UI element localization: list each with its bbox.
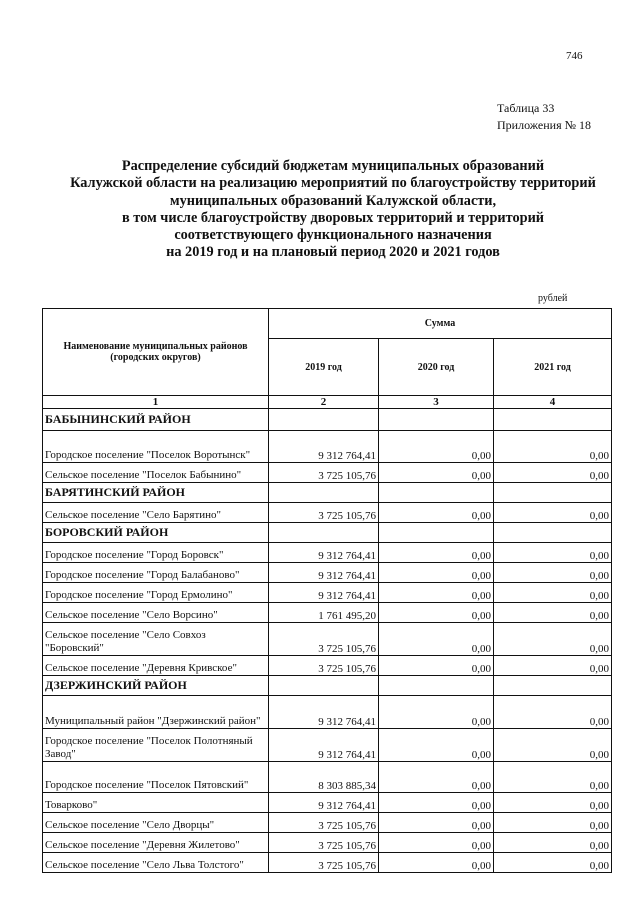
subsidy-table <box>42 308 612 873</box>
table-row <box>43 463 612 483</box>
municipality-name: Сельское поселение "Село Ворсино" <box>43 603 269 623</box>
empty-cell <box>379 676 494 696</box>
municipality-name: Городское поселение "Поселок Воротынск" <box>43 431 269 463</box>
amount-2021: 0,00 <box>494 543 612 563</box>
amount-2019: 3 725 105,76 <box>269 656 379 676</box>
region-name: ДЗЕРЖИНСКИЙ РАЙОН <box>43 676 269 696</box>
amount-2020: 0,00 <box>379 543 494 563</box>
amount-2020: 0,00 <box>379 696 494 729</box>
column-header-2019: 2019 год <box>269 339 379 396</box>
amount-2021: 0,00 <box>494 431 612 463</box>
appendix-label: Приложения № 18 <box>497 118 592 132</box>
amount-2019: 3 725 105,76 <box>269 813 379 833</box>
title-line: муниципальных образований Калужской области, <box>169 192 497 209</box>
region-row <box>43 676 612 696</box>
municipality-name: Муниципальный район "Дзержинский район" <box>43 696 269 729</box>
amount-2020: 0,00 <box>379 603 494 623</box>
region-row <box>43 523 612 543</box>
empty-cell <box>269 409 379 431</box>
amount-2021: 0,00 <box>494 696 612 729</box>
title-line: на 2019 год и на плановый период 2020 и 2021 годов <box>166 244 500 261</box>
column-header-name: Наименование муниципальных районов (городских округов) <box>43 309 269 396</box>
amount-2020: 0,00 <box>379 563 494 583</box>
column-number: 2 <box>269 396 379 409</box>
amount-2019: 1 761 495,20 <box>269 603 379 623</box>
table-row <box>43 503 612 523</box>
amount-2021: 0,00 <box>494 603 612 623</box>
empty-cell <box>379 483 494 503</box>
amount-2021: 0,00 <box>494 503 612 523</box>
empty-cell <box>379 523 494 543</box>
empty-cell <box>269 483 379 503</box>
title-line: соответствующего функционального назначения <box>174 227 492 244</box>
table-row <box>43 833 612 853</box>
table-row <box>43 696 612 729</box>
municipality-name: Сельское поселение "Село Дворцы" <box>43 813 269 833</box>
municipality-name: Сельское поселение "Село Совхоз "Боровский" <box>43 623 269 656</box>
municipality-name: Сельское поселение "Деревня Жилетово" <box>43 833 269 853</box>
amount-2020: 0,00 <box>379 623 494 656</box>
amount-2020: 0,00 <box>379 656 494 676</box>
amount-2021: 0,00 <box>494 762 612 793</box>
amount-2021: 0,00 <box>494 656 612 676</box>
amount-2019: 8 303 885,34 <box>269 762 379 793</box>
table-label: Таблица 33 <box>497 101 555 115</box>
amount-2021: 0,00 <box>494 793 612 813</box>
municipality-name: Городское поселение "Город Боровск" <box>43 543 269 563</box>
column-number: 3 <box>379 396 494 409</box>
amount-2021: 0,00 <box>494 463 612 483</box>
amount-2019: 3 725 105,76 <box>269 853 379 873</box>
title-line: Калужской области на реализацию мероприятий по благоустройству территорий <box>70 175 596 192</box>
table-row <box>43 603 612 623</box>
table-row <box>43 813 612 833</box>
table-row <box>43 656 612 676</box>
amount-2021: 0,00 <box>494 583 612 603</box>
region-name: БАРЯТИНСКИЙ РАЙОН <box>43 483 269 503</box>
region-name: БАБЫНИНСКИЙ РАЙОН <box>43 409 269 431</box>
units-label: рублей <box>538 293 568 304</box>
column-number: 1 <box>43 396 269 409</box>
table-row <box>43 762 612 793</box>
amount-2020: 0,00 <box>379 583 494 603</box>
column-numbers-row <box>43 396 612 409</box>
amount-2021: 0,00 <box>494 563 612 583</box>
table-row <box>43 563 612 583</box>
amount-2019: 9 312 764,41 <box>269 696 379 729</box>
region-row <box>43 483 612 503</box>
amount-2019: 3 725 105,76 <box>269 463 379 483</box>
page-number: 746 <box>566 50 583 62</box>
table-row <box>43 853 612 873</box>
region-name: БОРОВСКИЙ РАЙОН <box>43 523 269 543</box>
empty-cell <box>379 409 494 431</box>
empty-cell <box>269 676 379 696</box>
empty-cell <box>494 523 612 543</box>
amount-2019: 3 725 105,76 <box>269 833 379 853</box>
amount-2021: 0,00 <box>494 813 612 833</box>
empty-cell <box>494 409 612 431</box>
title-line: Распределение субсидий бюджетам муниципальных образований <box>121 158 545 174</box>
column-number: 4 <box>494 396 612 409</box>
title-line: в том числе благоустройству дворовых территорий и территорий <box>121 209 545 226</box>
municipality-name: Сельское поселение "Поселок Бабынино" <box>43 463 269 483</box>
amount-2020: 0,00 <box>379 729 494 762</box>
municipality-name: Городское поселение "Город Ермолино" <box>43 583 269 603</box>
municipality-name: Товарково" <box>43 793 269 813</box>
table-row <box>43 793 612 813</box>
amount-2019: 9 312 764,41 <box>269 543 379 563</box>
region-row <box>43 409 612 431</box>
table-row <box>43 431 612 463</box>
municipality-name: Городское поселение "Поселок Полотняный Завод" <box>43 729 269 762</box>
municipality-name: Сельское поселение "Деревня Кривское" <box>43 656 269 676</box>
amount-2020: 0,00 <box>379 463 494 483</box>
amount-2020: 0,00 <box>379 813 494 833</box>
municipality-name: Городское поселение "Город Балабаново" <box>43 563 269 583</box>
amount-2019: 3 725 105,76 <box>269 623 379 656</box>
column-header-sum: Сумма <box>269 309 612 339</box>
amount-2021: 0,00 <box>494 853 612 873</box>
amount-2020: 0,00 <box>379 793 494 813</box>
municipality-name: Городское поселение "Поселок Пятовский" <box>43 762 269 793</box>
amount-2019: 9 312 764,41 <box>269 583 379 603</box>
empty-cell <box>494 483 612 503</box>
table-row <box>43 543 612 563</box>
amount-2020: 0,00 <box>379 833 494 853</box>
column-header-2021: 2021 год <box>494 339 612 396</box>
amount-2019: 9 312 764,41 <box>269 563 379 583</box>
amount-2021: 0,00 <box>494 729 612 762</box>
table-body <box>43 409 612 873</box>
amount-2019: 9 312 764,41 <box>269 729 379 762</box>
document-title <box>40 158 626 262</box>
amount-2019: 9 312 764,41 <box>269 793 379 813</box>
table-row <box>43 729 612 762</box>
empty-cell <box>269 523 379 543</box>
amount-2021: 0,00 <box>494 833 612 853</box>
amount-2021: 0,00 <box>494 623 612 656</box>
column-header-2020: 2020 год <box>379 339 494 396</box>
table-row <box>43 583 612 603</box>
municipality-name: Сельское поселение "Село Барятино" <box>43 503 269 523</box>
municipality-name: Сельское поселение "Село Льва Толстого" <box>43 853 269 873</box>
amount-2019: 9 312 764,41 <box>269 431 379 463</box>
amount-2020: 0,00 <box>379 762 494 793</box>
empty-cell <box>494 676 612 696</box>
amount-2019: 3 725 105,76 <box>269 503 379 523</box>
table-reference <box>497 100 591 134</box>
table-row <box>43 623 612 656</box>
amount-2020: 0,00 <box>379 503 494 523</box>
amount-2020: 0,00 <box>379 853 494 873</box>
amount-2020: 0,00 <box>379 431 494 463</box>
